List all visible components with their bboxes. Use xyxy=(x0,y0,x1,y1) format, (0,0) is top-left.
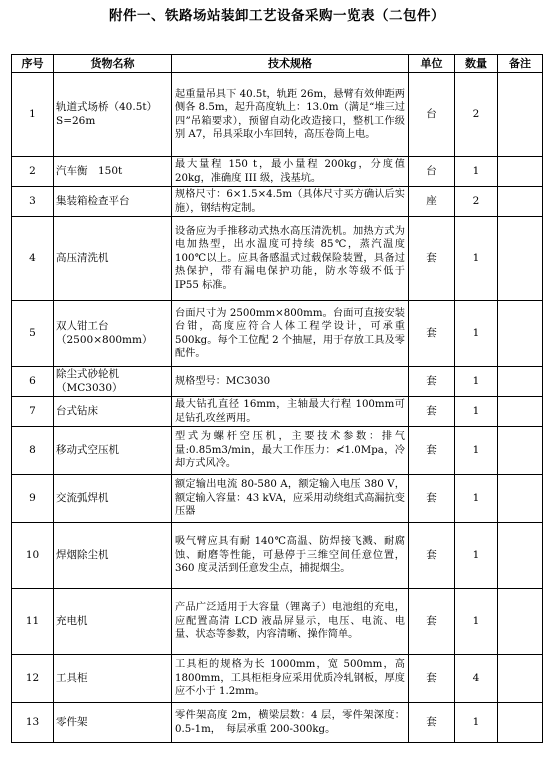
cell-unit: 台 xyxy=(409,73,455,157)
cell-spec: 额定输出电流 80-580 A，额定输入电压 380 V，额定输入容量：43 kVA，应采用动绕组式高漏抗变压器 xyxy=(172,475,409,523)
table-row xyxy=(12,703,543,743)
cell-unit: 套 xyxy=(409,655,455,703)
cell-spec: 台面尺寸为 2500mm×800mm。台面可直接安装台钳，高度应符合人体工程学设计，可承重 500kg。每个工位配 2 个抽屉，用于存放工具及零配件。 xyxy=(172,301,409,367)
cell-seq: 10 xyxy=(12,523,54,589)
table-row xyxy=(12,187,543,217)
cell-seq: 9 xyxy=(12,475,54,523)
header-unit: 单位 xyxy=(409,55,455,73)
cell-unit: 套 xyxy=(409,301,455,367)
cell-name: 台式钻床 xyxy=(54,397,172,427)
cell-name: 工具柜 xyxy=(54,655,172,703)
cell-unit: 座 xyxy=(409,187,455,217)
cell-qty: 1 xyxy=(455,703,498,743)
table-row xyxy=(12,397,543,427)
cell-unit: 套 xyxy=(409,589,455,655)
cell-note xyxy=(498,427,543,475)
cell-qty: 1 xyxy=(455,301,498,367)
header-seq: 序号 xyxy=(12,55,54,73)
cell-spec: 型式为螺杆空压机，主要技术参数：排气量:0.85m3/min，最大工作压力：≮1.0Mpa，冷却方式风冷。 xyxy=(172,427,409,475)
table-row xyxy=(12,523,543,589)
cell-unit: 套 xyxy=(409,397,455,427)
cell-name: 移动式空压机 xyxy=(54,427,172,475)
cell-qty: 1 xyxy=(455,427,498,475)
cell-spec: 工具柜的规格为长 1000mm，宽 500mm，高 1800mm，工具柜柜身应采用优质冷轧钢板，厚度应不小于 1.2mm。 xyxy=(172,655,409,703)
cell-note xyxy=(498,73,543,157)
cell-note xyxy=(498,367,543,397)
cell-name: 汽车衡 150t xyxy=(54,157,172,187)
cell-spec: 产品广泛适用于大容量（锂离子）电池组的充电，应配置高清 LCD 液晶屏显示，电压、电流、电量、状态等参数，内容清晰、操作简单。 xyxy=(172,589,409,655)
document-title: 附件一、铁路场站装卸工艺设备采购一览表（二包件） xyxy=(109,8,445,24)
header-qty: 数量 xyxy=(455,55,498,73)
cell-spec: 设备应为手推移动式热水高压清洗机。加热方式为电加热型，出水温度可持续 85℃，蒸汽温度 100℃以上。应具备感温式过载保险装置，具备过热保护，带有漏电保护功能，防水等级不低于 IP55 标准。 xyxy=(172,217,409,301)
cell-note xyxy=(498,217,543,301)
cell-seq: 1 xyxy=(12,73,54,157)
cell-name: 除尘式砂轮机（MC3030） xyxy=(54,367,172,397)
cell-name: 双人钳工台（2500×800mm） xyxy=(54,301,172,367)
cell-name: 高压清洗机 xyxy=(54,217,172,301)
cell-note xyxy=(498,187,543,217)
table-row xyxy=(12,301,543,367)
cell-seq: 5 xyxy=(12,301,54,367)
cell-spec: 最大量程 150 t，最小量程 200kg，分度值 20kg，准确度 III 级，浅基坑。 xyxy=(172,157,409,187)
cell-name: 零件架 xyxy=(54,703,172,743)
table-row xyxy=(12,589,543,655)
cell-spec: 零件架高度 2m，横梁层数：4 层，零件架深度：0.5-1m， 每层承重 200-300kg。 xyxy=(172,703,409,743)
header-row xyxy=(12,55,543,73)
cell-note xyxy=(498,655,543,703)
cell-note xyxy=(498,523,543,589)
cell-seq: 4 xyxy=(12,217,54,301)
table-row xyxy=(12,217,543,301)
cell-qty: 1 xyxy=(455,217,498,301)
procurement-table xyxy=(11,54,543,743)
cell-unit: 套 xyxy=(409,475,455,523)
header-spec: 技术规格 xyxy=(172,55,409,73)
cell-qty: 4 xyxy=(455,655,498,703)
cell-name: 集装箱检查平台 xyxy=(54,187,172,217)
cell-spec: 起重量吊具下 40.5t，轨距 26m，悬臂有效伸距两侧各 8.5m，起升高度轨上：13.0m（满足“堆三过四”吊箱要求），预留自动化改造接口，整机工作级别 A7，吊具采取小车回转，高压卷筒上电。 xyxy=(172,73,409,157)
table-row xyxy=(12,157,543,187)
cell-spec: 最大钻孔直径 16mm，主轴最大行程 100mm可足钻孔攻丝两用。 xyxy=(172,397,409,427)
cell-name: 交流弧焊机 xyxy=(54,475,172,523)
cell-unit: 台 xyxy=(409,157,455,187)
cell-name: 焊烟除尘机 xyxy=(54,523,172,589)
cell-name: 轨道式场桥（40.5t）S=26m xyxy=(54,73,172,157)
cell-qty: 1 xyxy=(455,397,498,427)
cell-unit: 套 xyxy=(409,703,455,743)
cell-unit: 套 xyxy=(409,367,455,397)
cell-qty: 1 xyxy=(455,523,498,589)
cell-seq: 11 xyxy=(12,589,54,655)
cell-qty: 1 xyxy=(455,475,498,523)
cell-qty: 1 xyxy=(455,589,498,655)
cell-seq: 12 xyxy=(12,655,54,703)
cell-unit: 套 xyxy=(409,523,455,589)
cell-unit: 套 xyxy=(409,217,455,301)
table-row xyxy=(12,367,543,397)
table-row xyxy=(12,427,543,475)
cell-seq: 8 xyxy=(12,427,54,475)
cell-note xyxy=(498,589,543,655)
cell-spec: 规格型号：MC3030 xyxy=(172,367,409,397)
header-note: 备注 xyxy=(498,55,543,73)
cell-seq: 6 xyxy=(12,367,54,397)
cell-name: 充电机 xyxy=(54,589,172,655)
cell-qty: 1 xyxy=(455,157,498,187)
cell-seq: 3 xyxy=(12,187,54,217)
cell-qty: 1 xyxy=(455,367,498,397)
header-name: 货物名称 xyxy=(54,55,172,73)
cell-spec: 规格尺寸：6×1.5×4.5m（具体尺寸买方确认后实施），钢结构定制。 xyxy=(172,187,409,217)
cell-note xyxy=(498,397,543,427)
table-row xyxy=(12,655,543,703)
cell-seq: 7 xyxy=(12,397,54,427)
cell-note xyxy=(498,703,543,743)
cell-note xyxy=(498,301,543,367)
cell-unit: 套 xyxy=(409,427,455,475)
cell-note xyxy=(498,157,543,187)
cell-seq: 13 xyxy=(12,703,54,743)
table-row xyxy=(12,73,543,157)
cell-qty: 2 xyxy=(455,187,498,217)
cell-seq: 2 xyxy=(12,157,54,187)
cell-spec: 吸气臂应具有耐 140℃高温、防焊接飞溅、耐腐蚀、耐磨等性能，可悬停于三维空间任意位置，360 度灵活到任意发尘点，捕捉烟尘。 xyxy=(172,523,409,589)
cell-note xyxy=(498,475,543,523)
cell-qty: 2 xyxy=(455,73,498,157)
table-row xyxy=(12,475,543,523)
